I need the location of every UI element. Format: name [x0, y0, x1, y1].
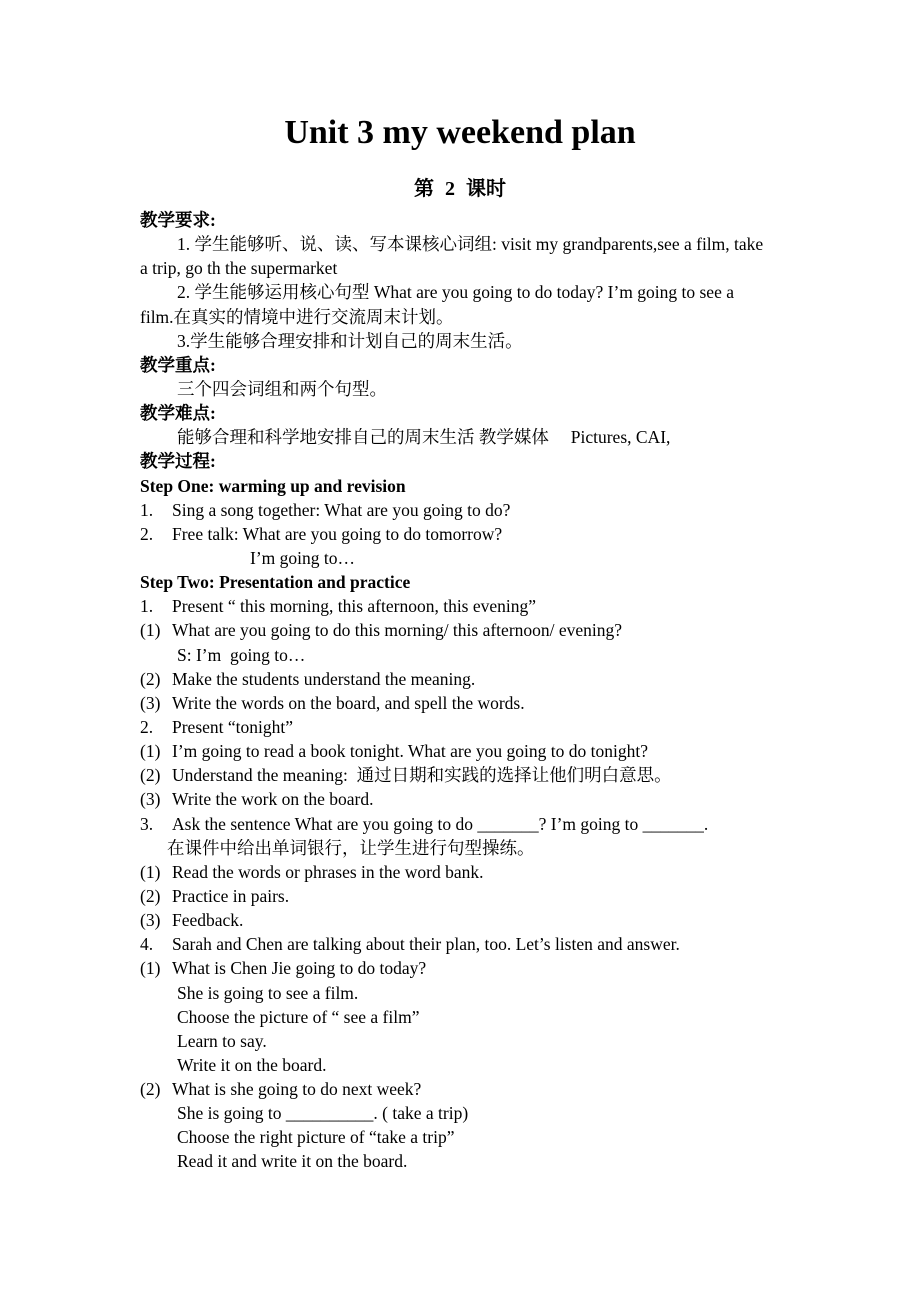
paragraph-text: 2. 学生能够运用核心句型 What are you going to do today? I’m going to see a	[177, 282, 734, 303]
text-line	[0, 232, 920, 256]
paragraph-text: Write it on the board.	[177, 1054, 327, 1075]
list-item-text: Sarah and Chen are talking about their plan, too. Let’s listen and answer.	[172, 934, 680, 955]
text-line	[0, 884, 920, 908]
list-number: (1)	[140, 958, 161, 979]
paragraph-text: 在课件中给出单词银行，让学生进行句型操练。	[167, 837, 535, 858]
list-number: (2)	[140, 885, 161, 906]
text-line	[0, 256, 920, 280]
list-item-text: Sing a song together: What are you going to do?	[172, 499, 511, 520]
list-number: (3)	[140, 692, 161, 713]
section-heading	[0, 401, 920, 425]
list-number: (1)	[140, 620, 161, 641]
paragraph-text: Learn to say.	[177, 1030, 267, 1051]
list-number: 4.	[140, 934, 154, 955]
text-line	[0, 836, 920, 860]
text-line	[0, 522, 920, 546]
paragraph-text: film.在真实的情境中进行交流周末计划。	[140, 306, 454, 327]
list-number: 3.	[140, 813, 154, 834]
paragraph-text: Read it and write it on the board.	[177, 1151, 408, 1172]
text-line	[0, 860, 920, 884]
text-line	[0, 715, 920, 739]
paragraph-text: 3.学生能够合理安排和计划自己的周末生活。	[177, 330, 523, 351]
list-item-text: Feedback.	[172, 910, 244, 931]
text-line	[0, 812, 920, 836]
list-item-text: Practice in pairs.	[172, 885, 290, 906]
paragraph-text: 能够合理和科学地安排自己的周末生活 教学媒体 Pictures, CAI,	[177, 427, 671, 448]
list-item-text: Write the work on the board.	[172, 789, 374, 810]
text-line	[0, 932, 920, 956]
section-heading	[0, 570, 920, 594]
text-line	[0, 787, 920, 811]
section-heading	[0, 474, 920, 498]
paragraph-text: Choose the right picture of “take a trip”	[177, 1127, 455, 1148]
text-line	[0, 1053, 920, 1077]
list-item-text: Free talk: What are you going to do tomorrow?	[172, 523, 503, 544]
heading-text: 教学难点:	[140, 403, 216, 424]
text-line	[0, 594, 920, 618]
list-number: 2.	[140, 716, 154, 737]
document-title: Unit 3 my weekend plan	[284, 114, 636, 151]
paragraph-text: S: I’m going to…	[177, 644, 306, 665]
heading-text: Step One: warming up and revision	[140, 475, 406, 496]
text-line	[0, 1005, 920, 1029]
text-line	[0, 981, 920, 1005]
list-item-text: Read the words or phrases in the word bank.	[172, 861, 484, 882]
text-line	[0, 908, 920, 932]
list-item-text: Make the students understand the meaning.	[172, 668, 476, 689]
list-number: 1.	[140, 596, 154, 617]
paragraph-text: She is going to see a film.	[177, 982, 359, 1003]
list-item-text: Present “ this morning, this afternoon, this evening”	[172, 596, 537, 617]
text-line	[0, 763, 920, 787]
text-line	[0, 1029, 920, 1053]
text-line	[0, 377, 920, 401]
paragraph-text: Choose the picture of “ see a film”	[177, 1006, 420, 1027]
text-line	[0, 1125, 920, 1149]
list-item-text: Ask the sentence What are you going to do _______? I’m going to _______.	[172, 813, 709, 834]
list-number: (1)	[140, 861, 161, 882]
list-item-text: What is Chen Jie going to do today?	[172, 958, 427, 979]
section-heading	[0, 353, 920, 377]
text-line	[0, 956, 920, 980]
list-number: 1.	[140, 499, 154, 520]
text-line	[0, 280, 920, 304]
list-number: (1)	[140, 741, 161, 762]
list-item-text: Understand the meaning: 通过日期和实践的选择让他们明白意思。	[172, 765, 672, 786]
list-number: (2)	[140, 765, 161, 786]
text-line	[0, 1149, 920, 1173]
heading-text: 教学要求:	[140, 210, 216, 230]
text-line	[0, 643, 920, 667]
list-item-text: Present “tonight”	[172, 716, 294, 737]
section-heading	[0, 449, 920, 473]
text-line	[0, 425, 920, 449]
text-line	[0, 1101, 920, 1125]
text-line	[0, 691, 920, 715]
text-line	[0, 546, 920, 570]
heading-text: 教学重点:	[140, 354, 216, 375]
paragraph-text: 1. 学生能够听、说、读、写本课核心词组: visit my grandparents,see a film, take	[177, 234, 764, 255]
text-line	[0, 739, 920, 763]
lesson-number: 第 2 课时	[414, 178, 506, 200]
text-line	[0, 667, 920, 691]
paragraph-text: a trip, go th the supermarket	[140, 258, 338, 279]
heading-text: Step Two: Presentation and practice	[140, 572, 411, 593]
list-number: (2)	[140, 1079, 161, 1100]
list-item-text: What is she going to do next week?	[172, 1079, 422, 1100]
list-number: (3)	[140, 910, 161, 931]
paragraph-text: She is going to __________. ( take a trip)	[177, 1103, 469, 1124]
text-line	[0, 618, 920, 642]
section-heading	[0, 208, 920, 232]
list-number: 2.	[140, 523, 154, 544]
list-item-text: I’m going to read a book tonight. What are you going to do tonight?	[172, 741, 648, 762]
text-line	[0, 1077, 920, 1101]
text-line	[0, 329, 920, 353]
text-line	[0, 305, 920, 329]
document-body	[0, 208, 920, 1174]
list-number: (3)	[140, 789, 161, 810]
list-item-text: What are you going to do this morning/ this afternoon/ evening?	[172, 620, 623, 641]
heading-text: 教学过程:	[140, 451, 216, 472]
list-number: (2)	[140, 668, 161, 689]
paragraph-text: I’m going to…	[250, 547, 355, 568]
text-line	[0, 498, 920, 522]
paragraph-text: 三个四会词组和两个句型。	[177, 378, 387, 399]
list-item-text: Write the words on the board, and spell the words.	[172, 692, 525, 713]
